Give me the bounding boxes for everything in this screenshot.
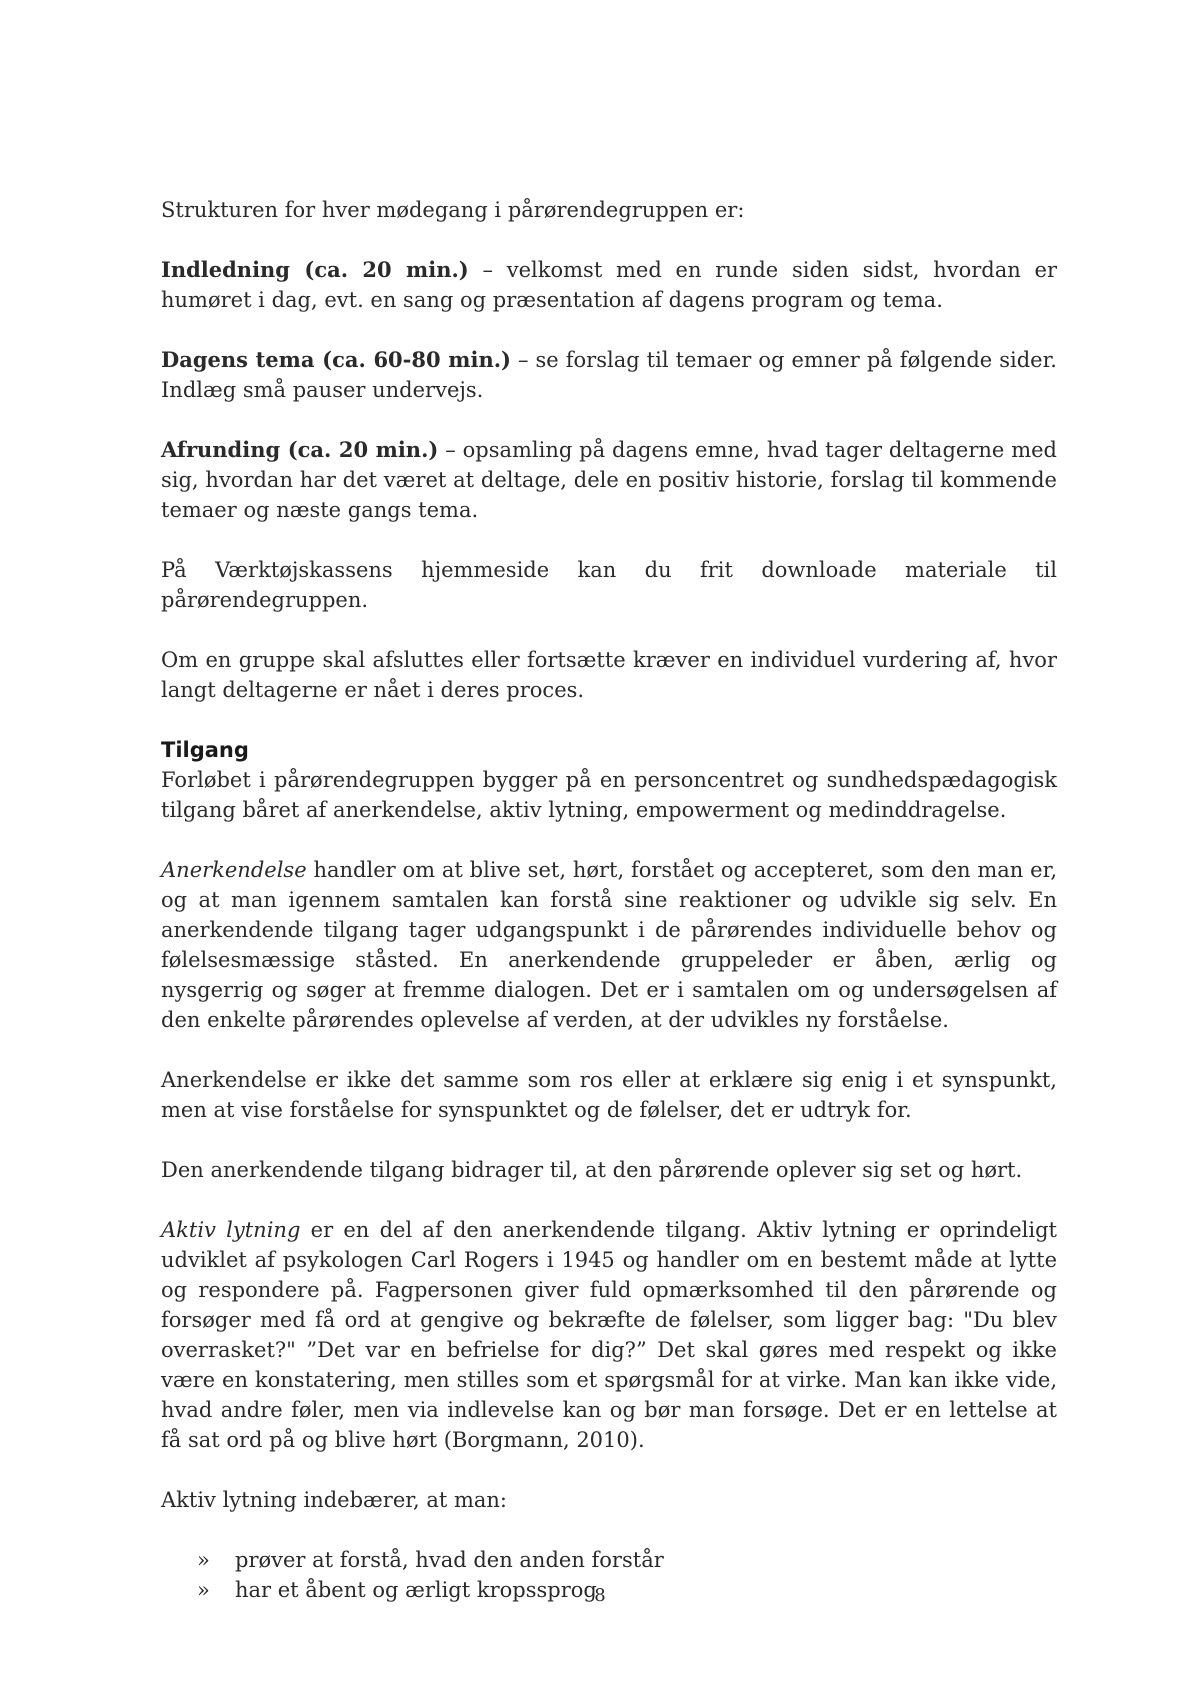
afrunding-paragraph (161, 435, 1057, 525)
ros-paragraph: Anerkendelse er ikke det samme som ros eller at erklære sig enig i et synspunkt, men at vise forståelse for synspunktet og de følelser, det er udtryk for. (161, 1068, 1057, 1122)
aktiv-indebaerer-paragraph: Aktiv lytning indebærer, at man: (161, 1488, 507, 1512)
page-number: 8 (594, 1585, 606, 1606)
page-content (161, 195, 1057, 1605)
anerkendelse-paragraph (161, 855, 1057, 1035)
list-item (161, 1545, 1057, 1575)
bullet-marker-icon: » (197, 1578, 210, 1602)
section-heading-tilgang: Tilgang (161, 738, 249, 762)
indledning-text: – velkomst med en runde siden sidst, hvordan er humøret i dag, evt. en sang og præsentation af dagens program og tema. (161, 258, 1057, 312)
bullet-marker-icon: » (197, 1548, 210, 1572)
tilgang-intro-paragraph: Forløbet i pårørendegruppen bygger på en personcentret og sundhedspædagogisk tilgang båret af anerkendelse, aktiv lytning, empowerment og medinddragelse. (161, 768, 1057, 822)
indledning-paragraph (161, 255, 1057, 315)
dagens-tema-text: – se forslag til temaer og emner på følgende sider. Indlæg små pauser undervejs. (161, 348, 1057, 402)
anerkendelse-text: handler om at blive set, hørt, forstået og accepteret, som den man er, og at man igennem samtalen kan forstå sine reaktioner og udvikle sig selv. En anerkendende tilgang tager udgangspunkt i de pårørendes individuelle behov og følelsesmæssige ståsted. En anerkendende gruppeleder er åben, ærlig og nysgerrig og søger at fremme dialogen. Det er i samtalen om og undersøgelsen af den enkelte pårørendes oplevelse af verden, at der udvikles ny forståelse. (161, 858, 1057, 1032)
list-item-text: prøver at forstå, hvad den anden forstår (235, 1548, 664, 1572)
afrunding-label: Afrunding (ca. 20 min.) (161, 437, 439, 462)
afslutning-paragraph: Om en gruppe skal afsluttes eller fortsætte kræver en individuel vurdering af, hvor langt deltagerne er nået i deres proces. (161, 648, 1057, 702)
vaerktoejskasse-paragraph: På Værktøjskassens hjemmeside kan du frit downloade materiale til pårørendegruppen. (161, 558, 1057, 612)
list-item-text: har et åbent og ærligt kropssprog (235, 1578, 597, 1602)
dagens-tema-paragraph (161, 345, 1057, 405)
afrunding-text: – opsamling på dagens emne, hvad tager deltagerne med sig, hvordan har det været at deltage, dele en positiv historie, forslag til kommende temaer og næste gangs tema. (161, 438, 1057, 522)
dagens-tema-label: Dagens tema (ca. 60-80 min.) (161, 347, 511, 372)
aktiv-lytning-paragraph (161, 1215, 1057, 1455)
intro-paragraph: Strukturen for hver mødegang i pårørendegruppen er: (161, 198, 745, 222)
anerkendelse-term: Anerkendelse (161, 858, 307, 882)
tilgang-bidrager-paragraph: Den anerkendende tilgang bidrager til, at den pårørende oplever sig set og hørt. (161, 1158, 1023, 1182)
aktiv-lytning-term: Aktiv lytning (161, 1218, 301, 1242)
aktiv-lytning-text: er en del af den anerkendende tilgang. Aktiv lytning er oprindeligt udviklet af psykologen Carl Rogers i 1945 og handler om en bestemt måde at lytte og respondere på. Fagpersonen giver fuld opmærksomhed til den pårørende og forsøger med få ord at gengive og bekræfte de følelser, som ligger bag: "Du blev overrasket?" ”Det var en befrielse for dig?” Det skal gøres med respekt og ikke være en konstatering, men stilles som et spørgsmål for at virke. Man kan ikke vide, hvad andre føler, men via indlevelse kan og bør man forsøge. Det er en lettelse at få sat ord på og blive hørt (Borgmann, 2010). (161, 1218, 1057, 1452)
indledning-label: Indledning (ca. 20 min.) (161, 257, 469, 282)
